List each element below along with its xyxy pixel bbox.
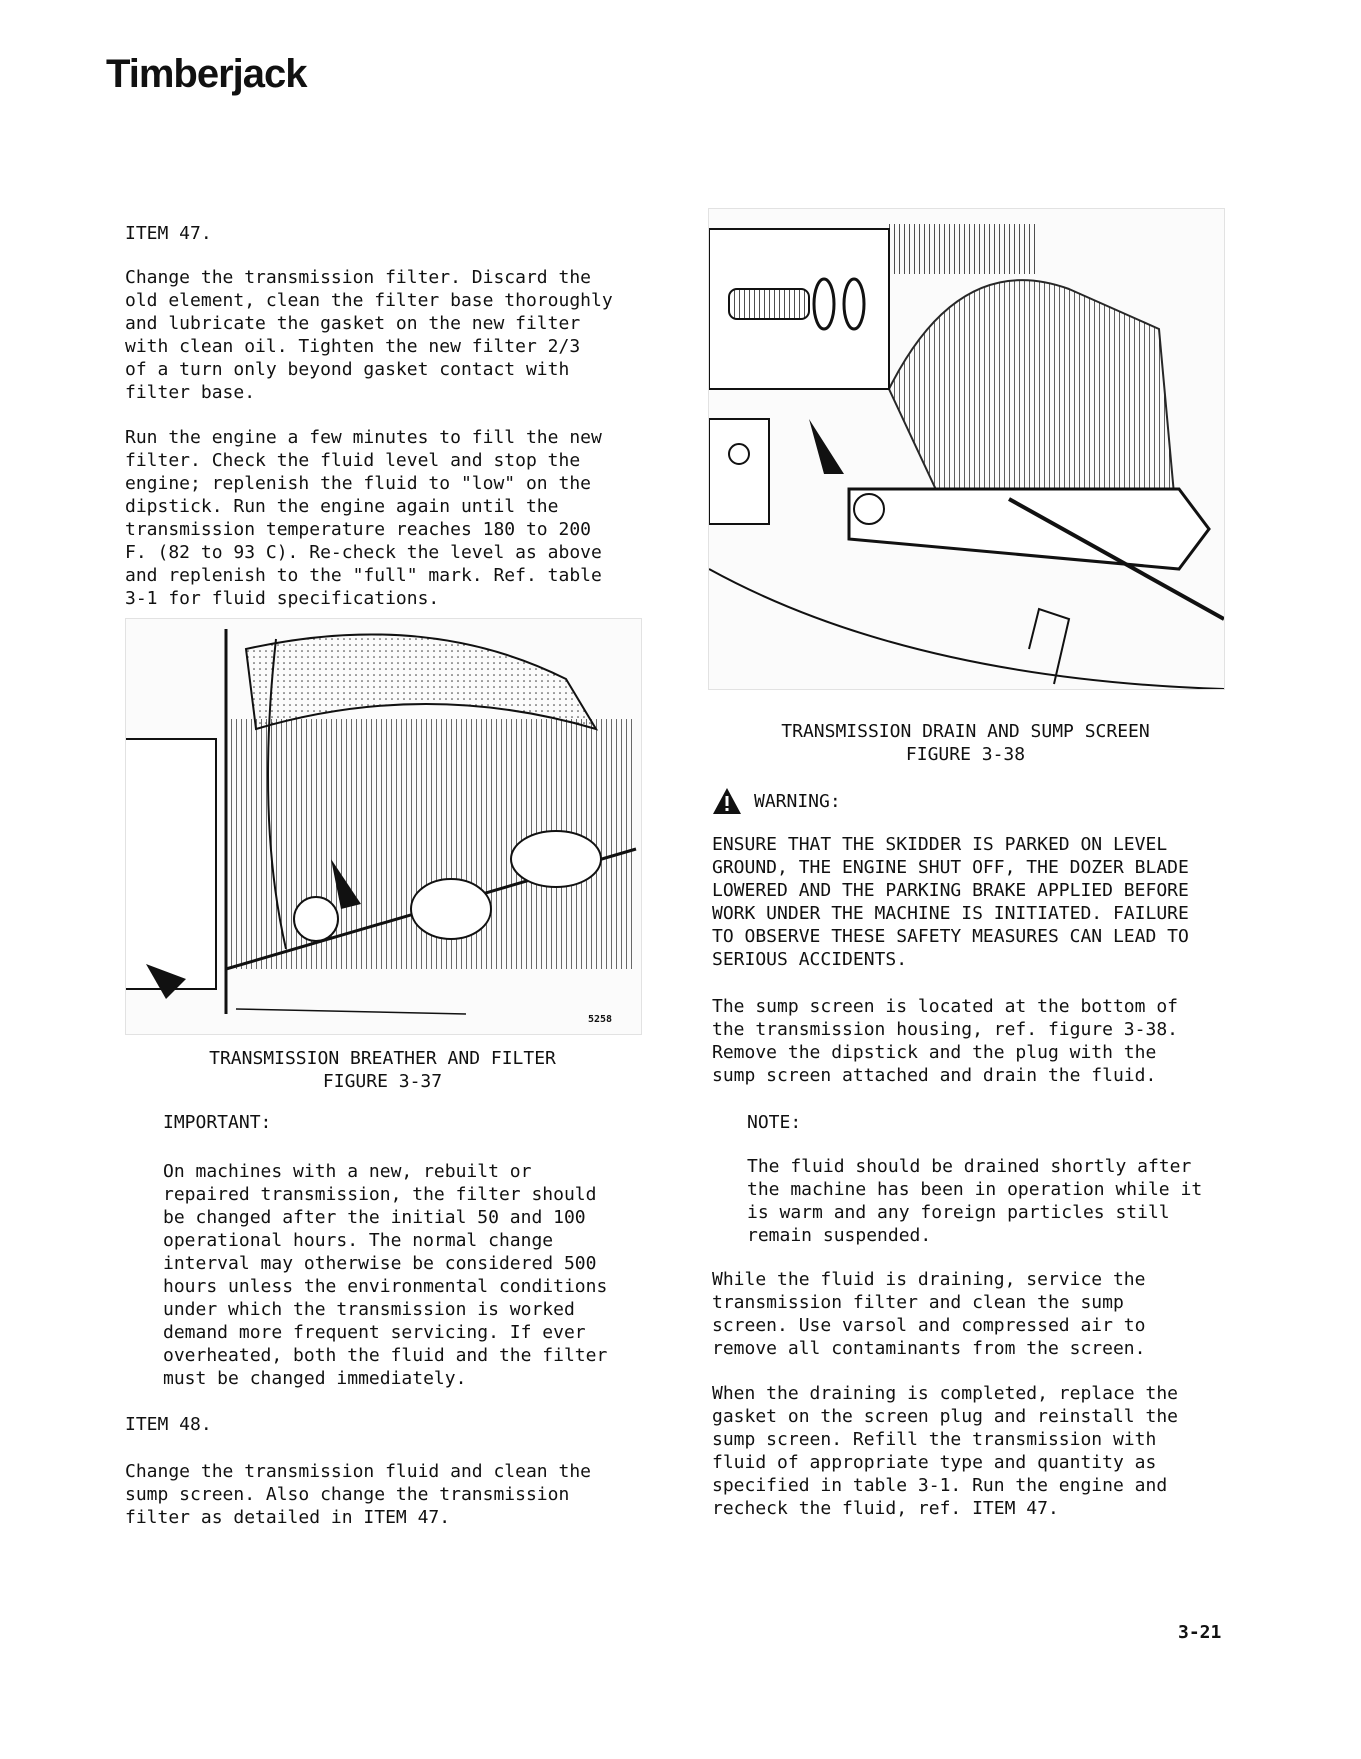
figure-3-38-caption — [708, 720, 1223, 766]
figure-3-37-code: 5258 — [588, 1014, 613, 1025]
note-text: The fluid should be drained shortly after the machine has been in operation while it is warm and any foreign particles still remain suspended. — [747, 1156, 1203, 1246]
item-48-paragraph: Change the transmission fluid and clean the sump screen. Also change the transmission filter as detailed in ITEM 47. — [125, 1461, 591, 1528]
refill-paragraph: When the draining is completed, replace the gasket on the screen plug and reinstall the sump screen. Refill the transmission with fluid of appropriate type and quantity as specified in table 3-1. Run the engine and recheck the fluid, ref. ITEM 47. — [712, 1383, 1178, 1519]
warning-triangle-icon — [712, 787, 742, 815]
warning-row — [712, 787, 841, 815]
figure-3-37-number: FIGURE 3-37 — [322, 1071, 443, 1092]
figure-3-37-caption — [125, 1047, 640, 1093]
warning-text: ENSURE THAT THE SKIDDER IS PARKED ON LEVEL GROUND, THE ENGINE SHUT OFF, THE DOZER BLADE LOWERED AND THE PARKING BRAKE APPLIED BEFORE WORK UNDER THE MACHINE IS INITIATED. FAILURE TO OBSERVE THESE SAFETY MEASURES CAN LEAD TO SERIOUS ACCIDENTS. — [712, 834, 1189, 970]
important-text: On machines with a new, rebuilt or repaired transmission, the filter should be changed after the initial 50 and 100 operational hours. The normal change interval may otherwise be considered 500 hours unless the environmental conditions under which the transmission is worked demand more frequent servicing. If ever overheated, both the fluid and the filter must be changed immediately. — [163, 1161, 608, 1389]
figure-3-38-number: FIGURE 3-38 — [905, 744, 1026, 765]
item-47-paragraph-1: Change the transmission filter. Discard the old element, clean the filter base thoroughly and lubricate the gasket on the new filter with clean oil. Tighten the new filter 2/3 of a turn only beyond gasket contact with filter base. — [125, 267, 613, 403]
important-heading: IMPORTANT: — [163, 1112, 272, 1133]
note-heading: NOTE: — [747, 1112, 802, 1133]
figure-3-38-illustration — [708, 208, 1225, 690]
draining-paragraph: While the fluid is draining, service the transmission filter and clean the sump screen. Use varsol and compressed air to remove all contaminants from the screen. — [712, 1269, 1146, 1359]
figure-3-37-title: TRANSMISSION BREATHER AND FILTER — [209, 1048, 556, 1069]
item-47-paragraph-2: Run the engine a few minutes to fill the new filter. Check the fluid level and stop the engine; replenish the fluid to "low" on the dipstick. Run the engine again until the transmission temperature reaches 180 to 200 F. (82 to 93 C). Re-check the level as above and replenish to the "full" mark. Ref. table 3-1 for fluid specifications. — [125, 427, 602, 609]
item-47-heading: ITEM 47. — [125, 223, 212, 244]
figure-3-38-title: TRANSMISSION DRAIN AND SUMP SCREEN — [781, 721, 1150, 742]
brand-logo: Timberjack — [106, 52, 307, 96]
sump-screen-paragraph: The sump screen is located at the bottom of the transmission housing, ref. figure 3-38. Remove the dipstick and the plug with the sump screen attached and drain the fluid. — [712, 996, 1178, 1086]
item-48-heading: ITEM 48. — [125, 1414, 212, 1435]
warning-label: WARNING: — [754, 790, 841, 812]
figure-3-37-illustration — [125, 618, 642, 1035]
page-number: 3-21 — [1178, 1622, 1222, 1643]
